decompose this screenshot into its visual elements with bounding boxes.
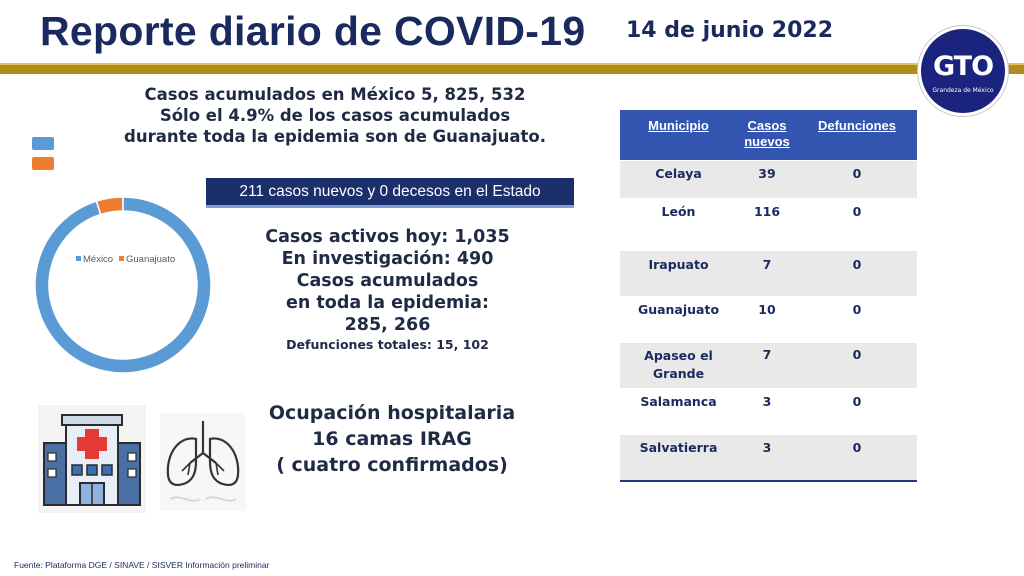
intro-line-2: Sólo el 4.9% de los casos acumulados <box>159 106 511 125</box>
logo-text: GTO <box>932 51 994 82</box>
table-row <box>620 250 917 296</box>
cell-municipio: Celaya <box>655 166 702 181</box>
page-title: Reporte diario de COVID-19 <box>40 8 586 54</box>
legend-swatch-guanajuato <box>32 157 54 170</box>
gto-logo <box>918 26 1008 116</box>
header-casos-line-1: Casos <box>747 118 787 133</box>
legend-label: México <box>83 254 114 265</box>
cell-defunciones: 0 <box>852 394 862 409</box>
municipality-table <box>620 110 917 482</box>
cell-defunciones: 0 <box>852 166 862 181</box>
cell-municipio-line-2: Grande <box>652 366 705 381</box>
cell-municipio-line-1: Apaseo el <box>644 348 713 363</box>
cell-municipio: Salvatierra <box>639 440 718 455</box>
header-casos <box>737 118 797 150</box>
header-casos-line-2: nuevos <box>744 134 790 149</box>
hospital-occupancy <box>232 400 552 478</box>
cell-casos: 7 <box>762 257 772 272</box>
state-stats <box>250 226 525 354</box>
cell-defunciones: 0 <box>852 257 862 272</box>
table-row <box>620 388 917 434</box>
cell-defunciones: 0 <box>852 204 862 219</box>
cell-municipio: León <box>661 204 696 219</box>
donut-slice-mxico <box>35 197 211 373</box>
legend-label: Guanajuato <box>126 254 176 265</box>
cell-defunciones: 0 <box>852 302 862 317</box>
cumulative-label-2: en toda la epidemia: <box>286 293 489 313</box>
hospital-line-3: ( cuatro confirmados) <box>276 454 508 476</box>
cell-municipio <box>620 347 737 383</box>
cell-casos: 116 <box>753 204 781 219</box>
table-row <box>620 198 917 250</box>
cell-casos: 39 <box>758 166 776 181</box>
cell-defunciones: 0 <box>852 347 862 362</box>
hospital-line-1: Ocupación hospitalaria <box>268 402 516 424</box>
logo-tagline: Grandeza de México <box>932 87 994 94</box>
table-row <box>620 434 917 480</box>
intro-text <box>100 84 570 147</box>
header-defunciones: Defunciones <box>817 118 896 133</box>
cell-casos: 3 <box>762 440 772 455</box>
header-divider-highlight <box>0 63 1024 65</box>
legend-swatch-mexico <box>32 137 54 150</box>
cell-defunciones: 0 <box>852 440 862 455</box>
cases-donut-chart <box>30 192 216 378</box>
cumulative-label-1: Casos acumulados <box>296 271 479 291</box>
new-cases-banner: 211 casos nuevos y 0 decesos en el Estado <box>206 178 574 208</box>
header-municipio: Municipio <box>648 118 709 133</box>
intro-line-3: durante toda la epidemia son de Guanajuato. <box>124 127 546 146</box>
cell-municipio: Salamanca <box>640 394 717 409</box>
table-row <box>620 296 917 342</box>
hospital-icon <box>38 405 146 513</box>
report-date: 14 de junio 2022 <box>626 18 834 43</box>
source-footer: Fuente: Plataforma DGE / SINAVE / SISVER Información preliminar <box>14 560 270 570</box>
cell-municipio: Guanajuato <box>637 302 720 317</box>
under-investigation: En investigación: 490 <box>281 249 494 269</box>
cumulative-value: 285, 266 <box>344 315 431 335</box>
table-row <box>620 160 917 198</box>
table-header <box>620 110 917 160</box>
active-cases: Casos activos hoy: 1,035 <box>265 227 510 247</box>
legend-marker <box>119 256 124 261</box>
cell-casos: 3 <box>762 394 772 409</box>
cell-casos: 7 <box>762 347 772 362</box>
table-row <box>620 342 917 388</box>
legend-marker <box>76 256 81 261</box>
cell-municipio: Irapuato <box>648 257 709 272</box>
cell-casos: 10 <box>758 302 776 317</box>
total-deaths: Defunciones totales: 15, 102 <box>286 337 489 352</box>
hospital-line-2: 16 camas IRAG <box>312 428 472 450</box>
intro-line-1: Casos acumulados en México 5, 825, 532 <box>144 85 526 104</box>
